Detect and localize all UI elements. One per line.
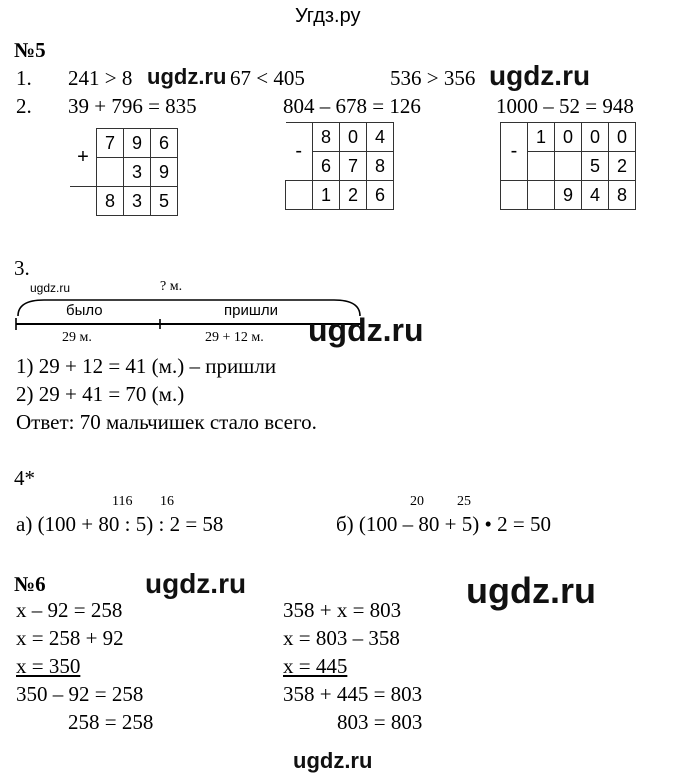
comparison: 536 > 356 (390, 66, 476, 90)
task6-heading: №6 (14, 572, 46, 596)
digit-cell: 9 (555, 181, 582, 210)
digit-cell: 1 (528, 123, 555, 152)
equation-result: x = 350 (16, 654, 81, 678)
operation-sign: - (286, 123, 313, 181)
equation-result: x = 445 (283, 654, 348, 678)
digit-cell: 5 (151, 187, 178, 216)
equation: 39 + 796 = 835 (68, 94, 197, 118)
digit-cell: 9 (151, 158, 178, 187)
digit-cell (70, 187, 97, 216)
equation: 804 – 678 = 126 (283, 94, 421, 118)
digit-cell: 1 (313, 181, 340, 210)
digit-cell: 8 (367, 152, 394, 181)
digit-cell (528, 181, 555, 210)
item-number: 1. (16, 66, 32, 90)
solution-step: 1) 29 + 12 = 41 (м.) – пришли (16, 354, 277, 378)
digit-cell (501, 181, 528, 210)
operation-sign: - (501, 123, 528, 181)
digit-cell: 4 (582, 181, 609, 210)
equation-check: 350 – 92 = 258 (16, 682, 144, 706)
equation-check: 358 + 445 = 803 (283, 682, 423, 706)
superscript-intermediate: 20 (410, 494, 424, 509)
digit-cell: 9 (124, 129, 151, 158)
equation-check: 803 = 803 (337, 710, 423, 734)
digit-cell: 5 (582, 152, 609, 181)
task5-heading: №5 (14, 38, 46, 62)
digit-cell: 3 (124, 158, 151, 187)
digit-cell: 4 (367, 123, 394, 152)
watermark-small: ugdz.ru (30, 281, 71, 295)
comparison: 67 < 405 (230, 66, 305, 90)
diagram-label-arrived: пришли (224, 302, 279, 319)
site-title: Угдз.ру (295, 5, 361, 27)
equation-check: 258 = 258 (68, 710, 154, 734)
digit-cell: 8 (609, 181, 636, 210)
solution-step: 2) 29 + 41 = 70 (м.) (16, 382, 185, 406)
superscript-intermediate: 25 (457, 494, 471, 509)
digit-cell: 2 (340, 181, 367, 210)
watermark: ugdz.ru (489, 60, 591, 91)
digit-cell: 0 (582, 123, 609, 152)
watermark: ugdz.ru (308, 312, 424, 348)
digit-cell: 7 (97, 129, 124, 158)
digit-cell (97, 158, 124, 187)
digit-cell: 0 (609, 123, 636, 152)
expression: а) (100 + 80 : 5) : 2 = 58 (16, 512, 224, 536)
equation-line: x = 803 – 358 (283, 626, 400, 650)
superscript-intermediate: 116 (112, 494, 133, 509)
digit-cell (528, 152, 555, 181)
digit-cell: 3 (124, 187, 151, 216)
digit-cell: 6 (367, 181, 394, 210)
diagram-question-label: ? м. (160, 279, 183, 294)
watermark: ugdz.ru (145, 568, 247, 599)
digit-cell (555, 152, 582, 181)
digit-cell: 6 (313, 152, 340, 181)
column-subtraction (500, 122, 636, 210)
column-addition (70, 128, 178, 216)
watermark: ugdz.ru (147, 64, 227, 89)
digit-cell: 8 (313, 123, 340, 152)
equation: 1000 – 52 = 948 (496, 94, 634, 118)
item-number: 3. (14, 256, 30, 280)
comparison: 241 > 8 (68, 66, 133, 90)
item-number: 4* (14, 466, 35, 490)
equation-line: x – 92 = 258 (16, 598, 123, 622)
equation-line: x = 258 + 92 (16, 626, 124, 650)
expression: б) (100 – 80 + 5) • 2 = 50 (336, 512, 551, 536)
digit-cell: 2 (609, 152, 636, 181)
watermark: ugdz.ru (466, 570, 596, 611)
diagram-under-right: 29 + 12 м. (205, 330, 264, 345)
diagram-label-before: было (66, 302, 103, 319)
digit-cell: 8 (97, 187, 124, 216)
column-subtraction (285, 122, 394, 210)
watermark: ugdz.ru (293, 748, 373, 773)
digit-cell: 6 (151, 129, 178, 158)
operation-sign: + (77, 145, 89, 168)
digit-cell: 0 (340, 123, 367, 152)
item-number: 2. (16, 94, 32, 118)
diagram-under-left: 29 м. (62, 330, 92, 345)
digit-cell: 0 (555, 123, 582, 152)
equation-line: 358 + x = 803 (283, 598, 402, 622)
superscript-intermediate: 16 (160, 494, 174, 509)
digit-cell: 7 (340, 152, 367, 181)
answer: Ответ: 70 мальчишек стало всего. (16, 410, 317, 434)
digit-cell (286, 181, 313, 210)
